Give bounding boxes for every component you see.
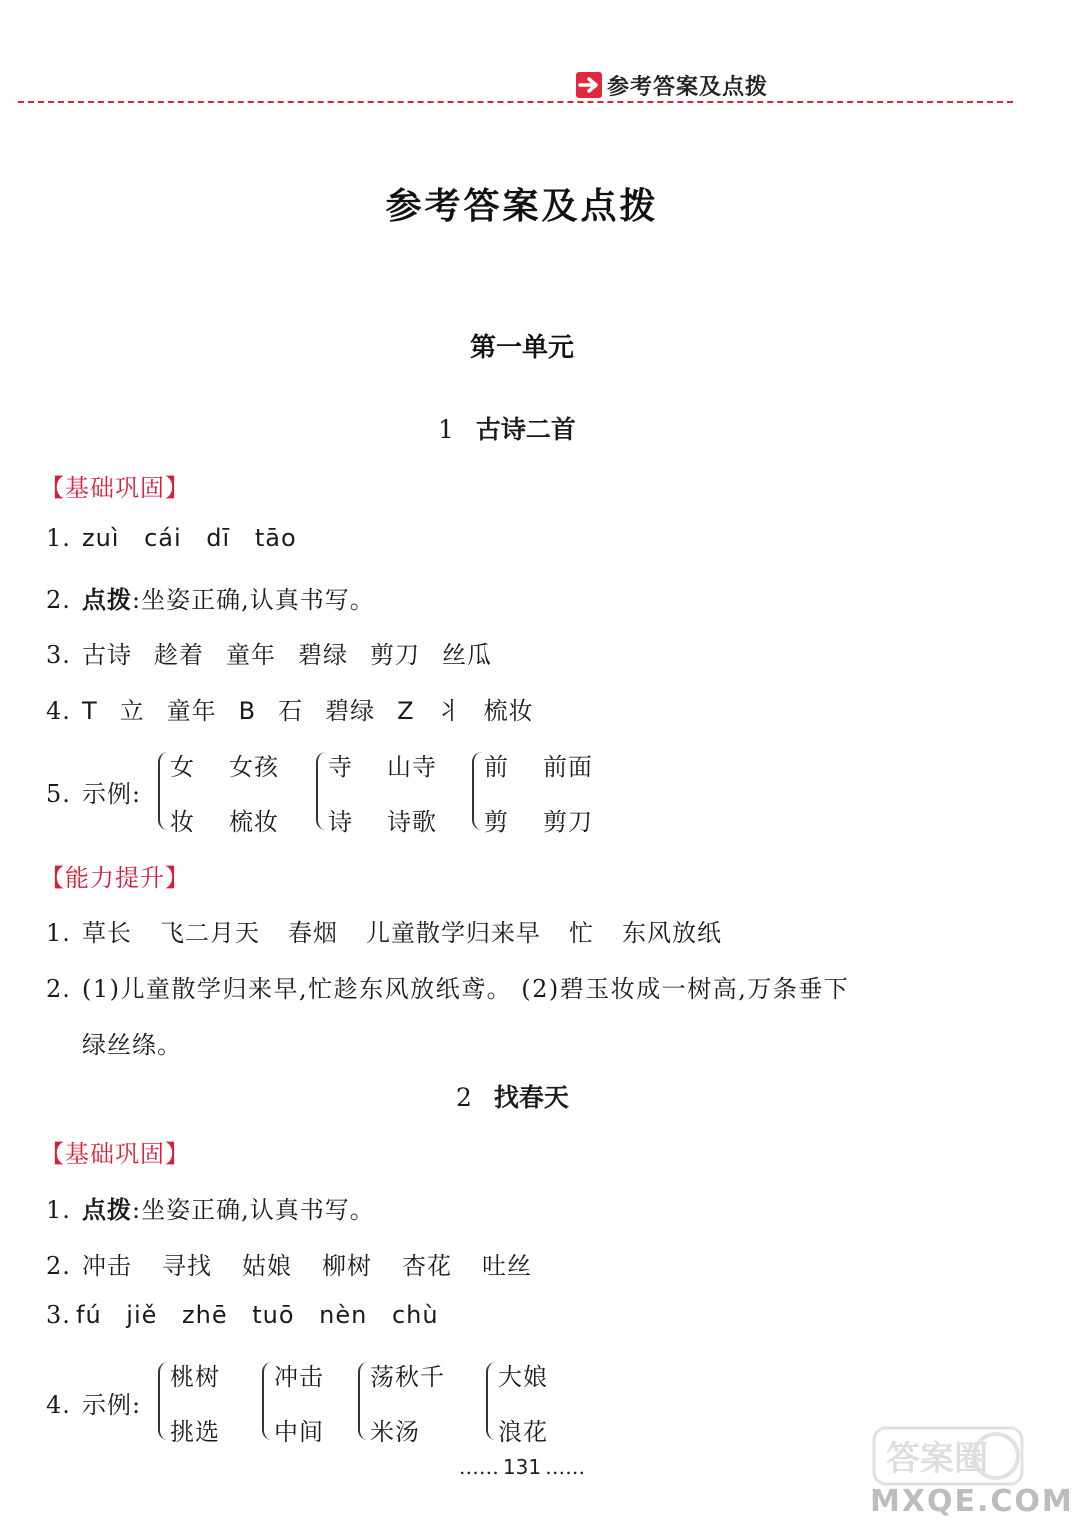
word: 飞二月天	[160, 919, 260, 947]
word: Z	[397, 697, 415, 725]
lesson-name: 古诗二首	[475, 415, 576, 444]
lesson-1-title	[438, 410, 576, 446]
hint-text: :坐姿正确,认真书写。	[132, 1196, 375, 1224]
example-label: 示例:	[82, 1391, 142, 1419]
page-title: 参考答案及点拨	[385, 186, 659, 227]
word: 碧绿	[298, 641, 348, 669]
item-number: 1.	[46, 524, 71, 552]
answer-item	[46, 1246, 532, 1281]
word: 剪刀	[543, 808, 593, 836]
group-bottom: 中间	[274, 1418, 324, 1446]
word: 古诗	[82, 641, 132, 669]
answer-item	[46, 1190, 375, 1225]
group-bottom	[484, 802, 593, 837]
arrow-icon	[576, 72, 602, 98]
answer-item	[46, 1301, 439, 1329]
word: 石	[278, 697, 304, 725]
lesson-number: 2	[456, 1083, 472, 1112]
lesson-number: 1	[438, 415, 454, 444]
word: 诗歌	[387, 808, 437, 836]
word: 丬	[436, 697, 462, 725]
group-top: 冲击	[274, 1363, 324, 1391]
answer-text: (1)儿童散学归来早,忙趁东风放纸鸢。 (2)碧玉妆成一树高,万条垂下	[82, 975, 850, 1003]
char: 诗	[328, 808, 353, 836]
word: 春烟	[288, 919, 338, 947]
word: 杏花	[402, 1252, 452, 1280]
pinyin-answer: fú jiě zhē tuō nèn chù	[76, 1301, 439, 1329]
group-bottom: 米汤	[370, 1418, 420, 1446]
word: 柳树	[322, 1252, 372, 1280]
page-number-value: 131	[502, 1455, 542, 1479]
answer-text-continued: 绿丝绦。	[82, 1031, 182, 1059]
group-bottom	[170, 802, 279, 837]
word: 童年	[166, 697, 217, 725]
word: 山寺	[387, 753, 437, 781]
item-number: 5.	[46, 780, 71, 808]
word: 忙	[569, 919, 594, 947]
group-top	[484, 747, 593, 782]
answer-item	[46, 913, 722, 948]
word: 儿童散学归来早	[366, 919, 541, 947]
group-bottom: 挑选	[170, 1418, 220, 1446]
answer-item	[46, 524, 297, 552]
section-ability: 【能力提升】	[40, 864, 190, 892]
item-number: 2.	[46, 1252, 71, 1280]
word: 吐丝	[482, 1252, 532, 1280]
section-basic: 【基础巩固】	[40, 474, 190, 502]
group-top: 大娘	[498, 1363, 548, 1391]
watermark-logo-text: 答案圈	[886, 1439, 988, 1479]
answer-item	[46, 691, 534, 726]
group-top	[328, 747, 437, 782]
word: 东风放纸	[622, 919, 722, 947]
group-top	[170, 747, 279, 782]
item-number: 3.	[46, 641, 71, 669]
char: 女	[170, 753, 195, 781]
word: 立	[119, 697, 145, 725]
char: 剪	[484, 808, 509, 836]
item-number: 3.	[46, 1301, 71, 1329]
item-number: 1.	[46, 1196, 71, 1224]
word: 趁着	[154, 641, 204, 669]
pinyin-answer: zuì cái dī tāo	[82, 524, 297, 552]
example-label: 示例:	[82, 780, 142, 808]
item-number: 2.	[46, 586, 71, 614]
word: 冲击	[82, 1252, 132, 1280]
word: 寻找	[162, 1252, 212, 1280]
watermark-text: MXQE.COM	[870, 1484, 1074, 1519]
group-top: 桃树	[170, 1363, 220, 1391]
answer-item	[46, 635, 492, 670]
word: 童年	[226, 641, 276, 669]
hint-text: :坐姿正确,认真书写。	[132, 586, 375, 614]
dots: ……	[545, 1455, 586, 1479]
word: 女孩	[229, 753, 279, 781]
lesson-2-title	[456, 1078, 569, 1114]
group-top: 荡秋千	[370, 1363, 445, 1391]
item-number: 1.	[46, 919, 71, 947]
word: 丝瓜	[442, 641, 492, 669]
header-divider	[18, 101, 1013, 103]
hint-label: 点拨	[82, 1196, 132, 1224]
char: 寺	[328, 753, 353, 781]
item-number: 4.	[46, 1391, 71, 1419]
answer-item	[46, 1385, 141, 1420]
lesson-name: 找春天	[493, 1083, 569, 1112]
answer-item	[46, 969, 849, 1004]
word: 梳妆	[483, 697, 534, 725]
word: 梳妆	[229, 808, 279, 836]
word: 姑娘	[242, 1252, 292, 1280]
word: B	[238, 697, 257, 725]
char: 妆	[170, 808, 195, 836]
word: 碧绿	[325, 697, 376, 725]
char: 前	[484, 753, 509, 781]
unit-title: 第一单元	[469, 333, 574, 363]
header-title: 参考答案及点拨	[607, 75, 769, 100]
group-bottom	[328, 802, 437, 837]
dots: ……	[458, 1455, 499, 1479]
hint-label: 点拨	[82, 586, 132, 614]
word: 前面	[543, 753, 593, 781]
item-number: 2.	[46, 975, 71, 1003]
group-bottom: 浪花	[498, 1418, 548, 1446]
answer-item	[46, 580, 375, 615]
item-number: 4.	[46, 697, 71, 725]
word: 草长	[82, 919, 132, 947]
answer-item	[46, 774, 141, 809]
section-basic: 【基础巩固】	[40, 1140, 190, 1168]
word: 剪刀	[370, 641, 420, 669]
word: T	[82, 697, 98, 725]
